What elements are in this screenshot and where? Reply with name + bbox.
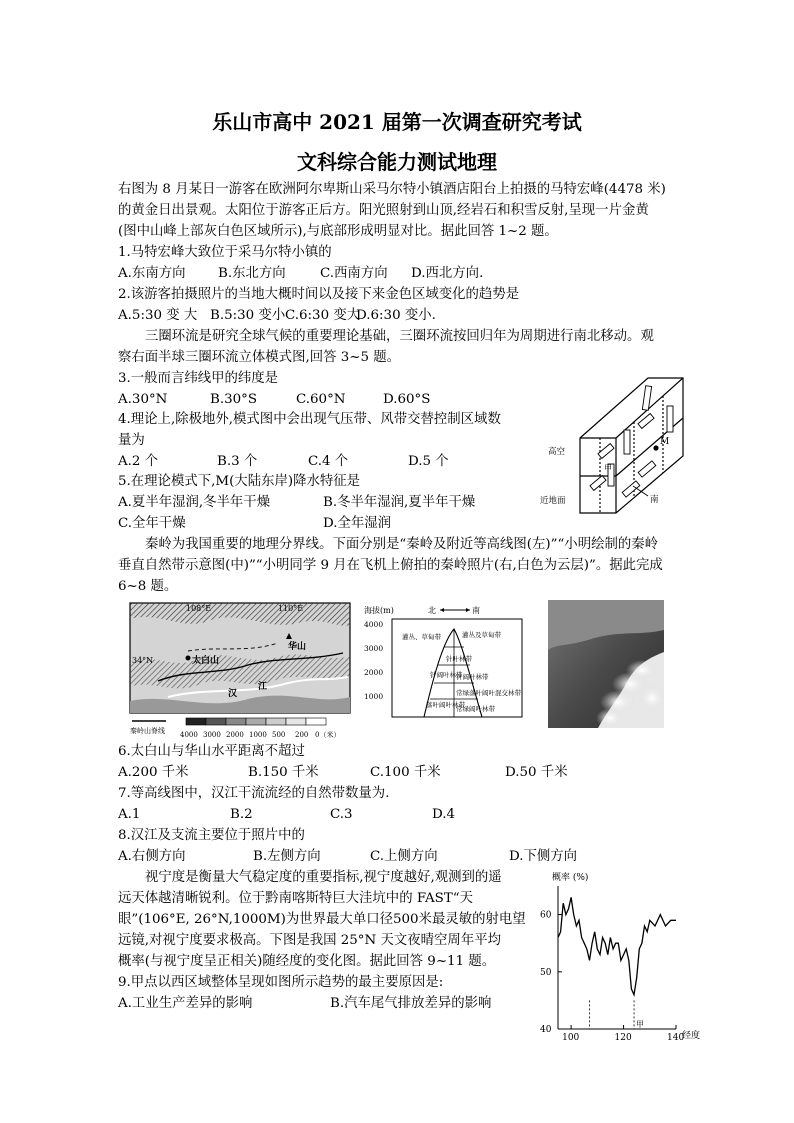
y-2000: 2000 [364, 668, 384, 677]
zone-south-shrub: 灌丛及草甸带 [462, 631, 501, 639]
zone-deciduous: 落叶阔叶林带 [426, 701, 465, 709]
option: D.西北方向. [411, 266, 484, 281]
upper-air-label: 高空 [548, 447, 566, 457]
question-stem: 4.理论上,除极地外,模式图中会出现气压带、风带交替控制区域数 [118, 412, 501, 427]
paragraph-line: 察右面半球三圈环流立体模式图,回答 3~5 题。 [118, 350, 401, 365]
option: B.左侧方向 [253, 849, 321, 864]
south-label: 南 [650, 495, 659, 505]
option: D.全年湿润 [323, 516, 392, 531]
lon-110-label: 110°E [278, 604, 304, 613]
y-3000: 3000 [364, 644, 384, 653]
option: A.200 千米 [118, 765, 189, 780]
option: C.4 个 [308, 454, 349, 469]
option: A.夏半年湿润,冬半年干燥 [118, 495, 271, 510]
page-title: 乐山市高中 2021 届第一次调查研究考试 [212, 110, 582, 134]
x-tick-label: 140 [667, 1033, 685, 1043]
option: A.1 [118, 807, 141, 822]
paragraph-line: 6~8 题。 [118, 579, 178, 594]
question-stem: 8.汉江及支流主要位于照片中的 [118, 828, 305, 843]
x-tick-label: 120 [614, 1033, 632, 1043]
option: D.50 千米 [505, 765, 568, 780]
question-stem: 3.一般而言纬线甲的纬度是 [118, 371, 279, 386]
option: A.东南方向 [118, 266, 186, 281]
circulation-diagram [538, 368, 688, 516]
altitude-label: 海拔(m) [364, 606, 394, 615]
huashan-label: 华山 [288, 642, 307, 652]
scale-0: 0（米） [315, 731, 341, 739]
scale-200: 200 [295, 731, 309, 739]
y-tick-label: 50 [540, 967, 552, 978]
page-subtitle: 文科综合能力测试地理 [297, 150, 497, 174]
scale-3000: 3000 [203, 731, 221, 739]
taibai-label: 太白山 [192, 656, 220, 666]
latitude-jia-label: 甲 [604, 464, 612, 473]
zone-evergreen: 常绿阔叶林带 [456, 705, 495, 713]
north-label: 北 [428, 606, 436, 615]
paragraph-line: 视宁度是衡量大气稳定度的重要指标,视宁度越好,观测到的遥 [145, 870, 502, 885]
y-tick-label: 60 [540, 910, 552, 921]
option: B.3 个 [217, 454, 258, 469]
option: A.工业生产差异的影响 [118, 996, 253, 1011]
paragraph-line: 的黄金日出景观。太阳位于游客正后方。阳光照射到山顶,经岩石和积雪反射,呈现一片金黄 [118, 203, 649, 218]
question-stem: 7.等高线图中，汉江干流流经的自然带数量为. [118, 786, 390, 801]
paragraph-line: 远镜,对视宁度要求极高。下图是我国 25°N 天文夜晴空周年平均 [118, 933, 501, 948]
south-zone-label: 南 [472, 606, 480, 615]
question-stem: 1.马特宏峰大致位于采马尔特小镇的 [118, 245, 332, 260]
question-stem: 5.在理论模式下,M(大陆东岸)降水特征是 [118, 474, 361, 489]
option: D.60°S [383, 392, 431, 407]
option: B.东北方向 [218, 266, 286, 281]
aerial-photo [548, 600, 664, 728]
scale-500: 500 [272, 731, 286, 739]
zone-evergreen-deciduous: 常绿落叶阔叶混交林带 [456, 689, 521, 697]
y-4000: 4000 [364, 620, 384, 629]
y-tick-label: 40 [540, 1025, 552, 1035]
option: B.150 千米 [248, 765, 319, 780]
series-line [558, 897, 676, 994]
chart-plot-area [540, 886, 684, 1043]
zone-conifer: 针叶林带 [446, 655, 472, 663]
paragraph-line: 眼”(106°E, 26°N,1000M)为世界最大单口径500米最灵敏的射电望 [118, 912, 526, 927]
question-stem: 2.该游客拍摄照片的当地大概时间以及接下来金色区域变化的趋势是 [118, 287, 520, 302]
scale-4000: 4000 [180, 731, 198, 739]
clear-sky-probability-chart [530, 866, 720, 1046]
question-stem: 6.太白山与华山水平距离不超过 [118, 744, 305, 759]
lon-108-label: 108°E [186, 604, 212, 613]
chart-xlabel: 经度 [682, 1031, 701, 1041]
question-stem: 量为 [118, 433, 145, 448]
option: C.上侧方向 [370, 849, 438, 864]
option: B.30°S [210, 392, 258, 407]
option: D.4 [432, 807, 456, 822]
option: C.全年干燥 [118, 516, 186, 531]
option: A.30°N [118, 392, 168, 407]
option: C.6:30 变大 [285, 308, 361, 323]
river-han-label: 汉 [228, 689, 238, 699]
option: C.西南方向 [320, 266, 388, 281]
option: B.2 [230, 807, 253, 822]
paragraph-line: 概率(与视宁度呈正相关)随经度的变化图。据此回答 9~11 题。 [118, 954, 496, 969]
y-1000: 1000 [364, 692, 384, 701]
vertical-zones-diagram [362, 603, 528, 721]
question-stem: 9.甲点以西区域整体呈现如图所示趋势的最主要原因是: [118, 975, 444, 990]
point-jia-label: 甲 [636, 1020, 645, 1029]
paragraph-line: 三圈环流是研究全球气候的重要理论基础，三圈环流按回归年为周期进行南北移动。观 [145, 329, 654, 344]
zone-south-mixed: 针阔叶林带 [456, 673, 489, 681]
option: D.5 个 [408, 454, 449, 469]
legend-ridge-label: 秦岭山脊线 [130, 727, 165, 735]
option: A.2 个 [118, 454, 159, 469]
paragraph-line: 远天体越清晰锐利。位于黔南喀斯特巨大洼坑中的 FAST“天 [118, 891, 473, 906]
zone-north-mixed: 针阔叶林带 [430, 671, 463, 679]
scale-1000: 1000 [249, 731, 267, 739]
option: B.5:30 变小 [210, 308, 286, 323]
option: B.冬半年湿润,夏半年干燥 [323, 495, 476, 510]
qinling-contour-map [128, 601, 352, 743]
chart-ylabel: 概率 (%) [552, 873, 589, 883]
paragraph-line: (图中山峰上部灰白色区域所示),与底部形成明显对比。据此回答 1~2 题。 [118, 224, 558, 239]
option: D.下侧方向 [509, 849, 578, 864]
option: D.6:30 变小. [356, 308, 436, 323]
option: C.60°N [296, 392, 346, 407]
paragraph-line: 垂直自然带示意图(中)”“小明同学 9 月在飞机上俯拍的秦岭照片(右,白色为云层)”。据此完成 [118, 558, 663, 573]
option: A.5:30 变 大 [118, 308, 198, 323]
option: C.100 千米 [370, 765, 441, 780]
scale-2000: 2000 [226, 731, 244, 739]
option: B.汽车尾气排放差异的影响 [330, 996, 492, 1011]
option: C.3 [330, 807, 353, 822]
zone-north-shrub: 灌丛、草甸带 [402, 633, 441, 641]
paragraph-line: 秦岭为我国重要的地理分界线。下面分别是“秦岭及附近等高线图(左)”“小明绘制的秦岭 [145, 537, 659, 552]
x-tick-label: 100 [562, 1033, 580, 1043]
lat-34-label: 34°N [132, 656, 154, 665]
option: A.右侧方向 [118, 849, 186, 864]
paragraph-line: 右图为 8 月某日一游客在欧洲阿尔卑斯山采马尔特小镇酒店阳台上拍摄的马特宏峰(4478 米) [118, 182, 666, 197]
point-m-label: M [660, 437, 670, 447]
surface-label: 近地面 [540, 496, 566, 506]
river-jiang-label: 江 [258, 682, 268, 692]
